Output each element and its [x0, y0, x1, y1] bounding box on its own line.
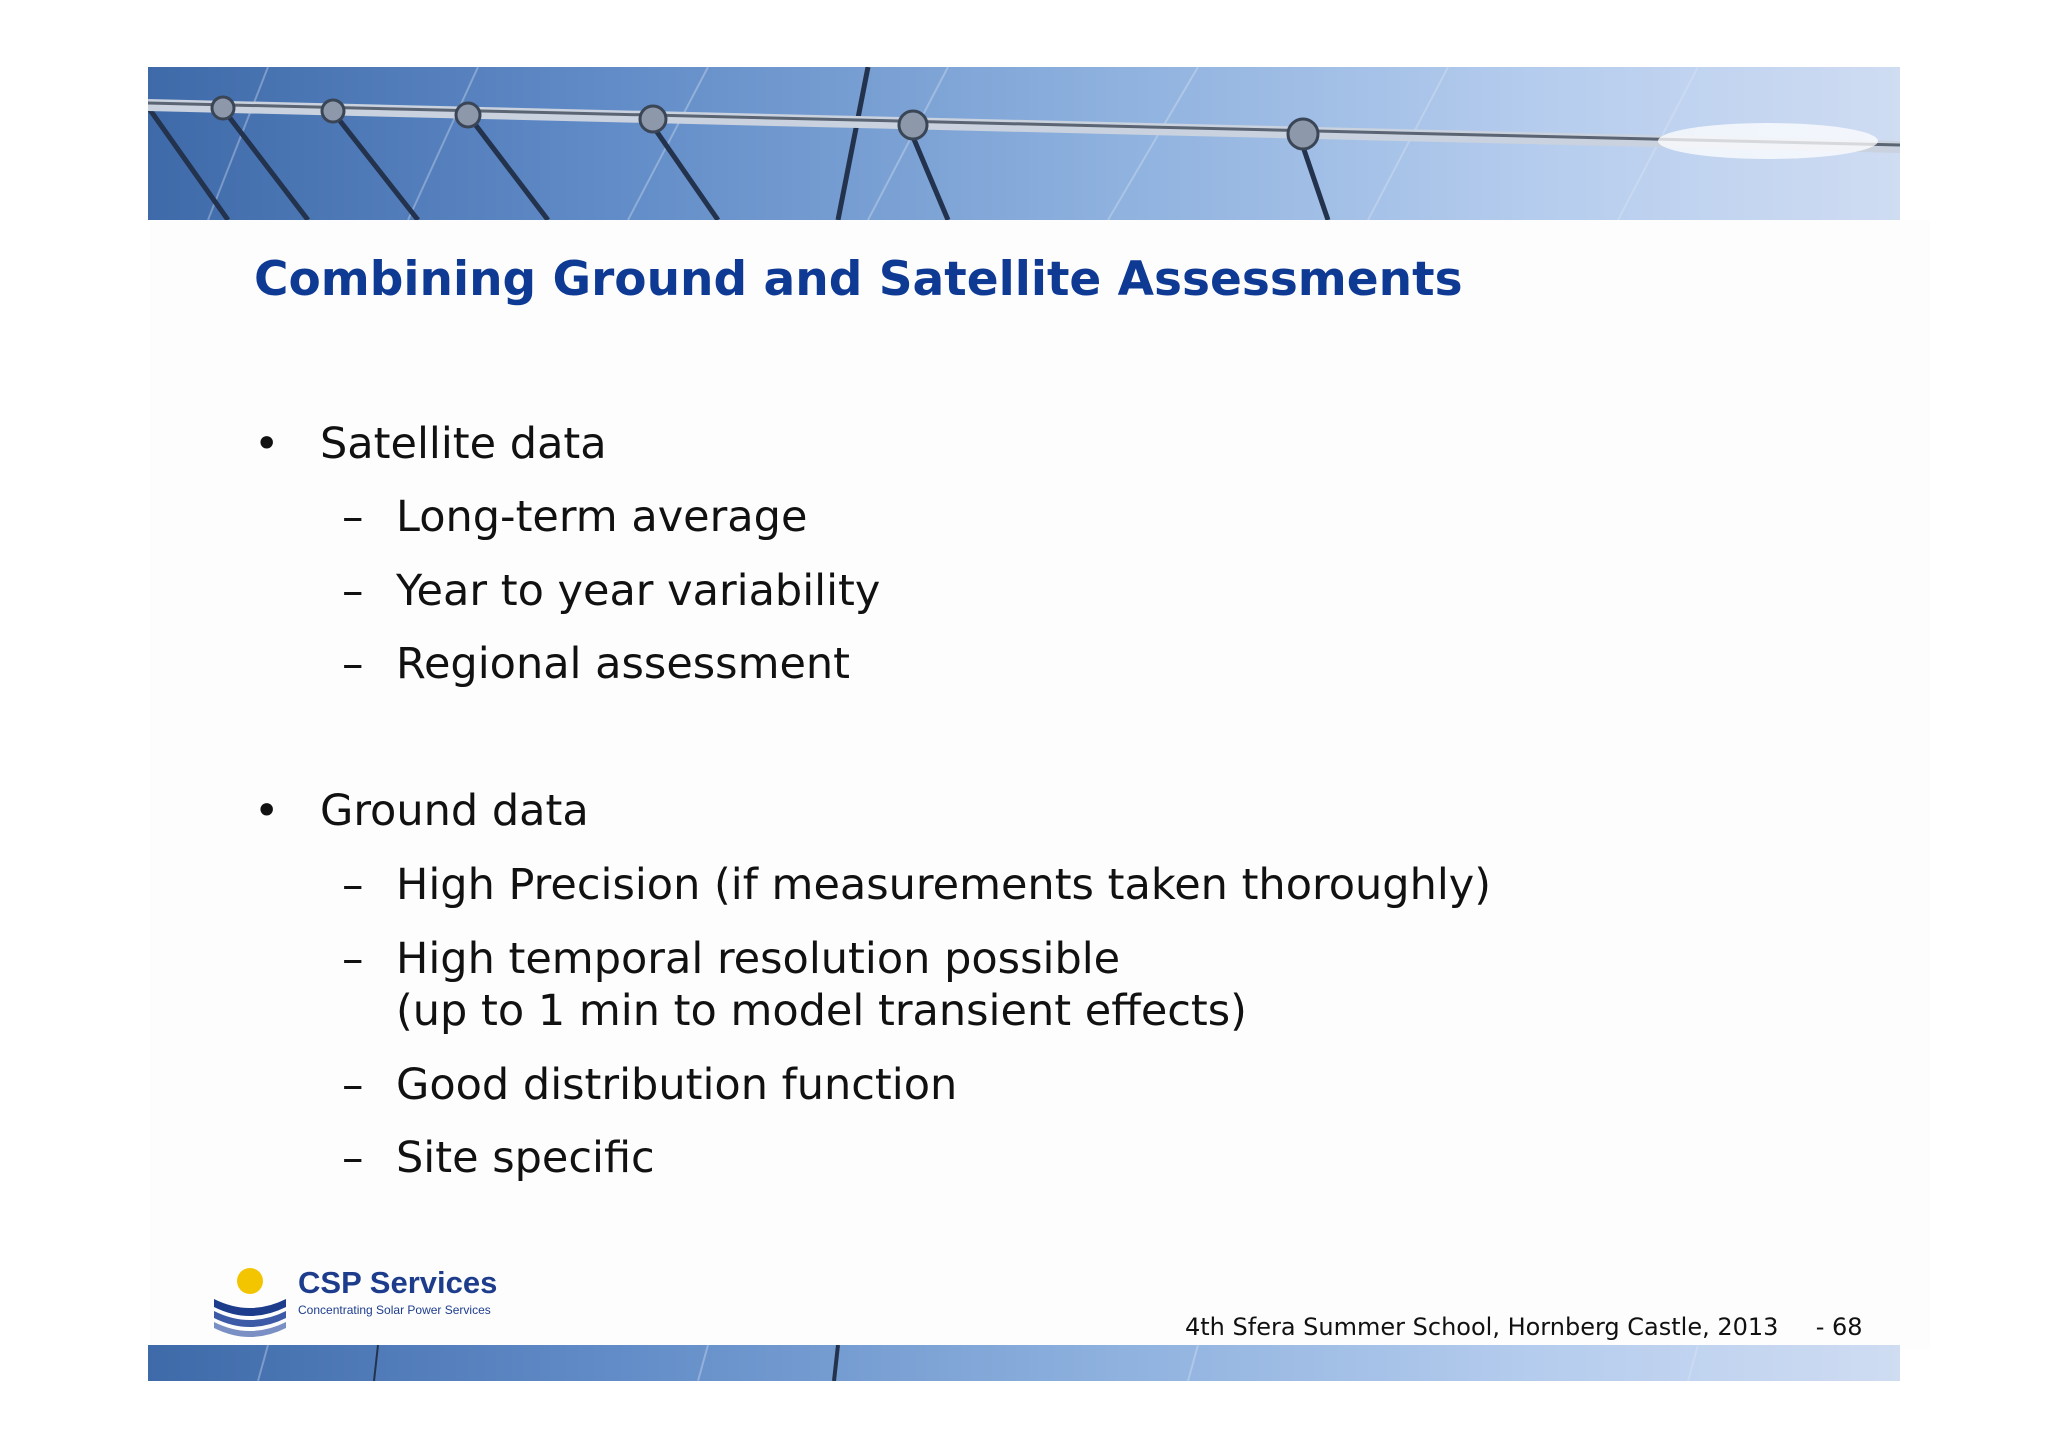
bullet-text: Satellite data [320, 419, 607, 469]
dash-marker: – [342, 934, 364, 984]
sub-item-text: (up to 1 min to model transient effects) [396, 986, 1247, 1036]
header-banner-image [148, 67, 1900, 220]
logo-name: CSP Services [298, 1265, 498, 1300]
footer-event: 4th Sfera Summer School, Hornberg Castle, 2013 [1185, 1313, 1779, 1341]
dash-marker: – [342, 1133, 364, 1183]
sub-item-text: Good distribution function [396, 1060, 958, 1110]
dash-marker: – [342, 639, 364, 689]
logo-tagline: Concentrating Solar Power Services [298, 1303, 491, 1317]
footer [1185, 1313, 1863, 1341]
sun-waves-icon [210, 1265, 290, 1339]
dash-marker: – [342, 1060, 364, 1110]
footer-banner-image [148, 1345, 1900, 1381]
dash-marker: – [342, 566, 364, 616]
sub-item-text: Regional assessment [396, 639, 851, 689]
bullet-marker: • [254, 786, 280, 836]
slide-title: Combining Ground and Satellite Assessments [254, 252, 1463, 307]
page-number: - 68 [1815, 1313, 1863, 1341]
sub-item-text: Site specific [396, 1133, 655, 1183]
csp-services-logo [210, 1265, 510, 1339]
bullet-marker: • [254, 419, 280, 469]
dash-marker: – [342, 860, 364, 910]
sub-item-text: High Precision (if measurements taken thoroughly) [396, 860, 1492, 910]
dash-marker: – [342, 492, 364, 542]
sub-item-text: Long-term average [396, 492, 808, 542]
bullet-text: Ground data [320, 786, 589, 836]
sub-item-text: Year to year variability [396, 566, 881, 616]
sub-item-text: High temporal resolution possible [396, 934, 1121, 984]
